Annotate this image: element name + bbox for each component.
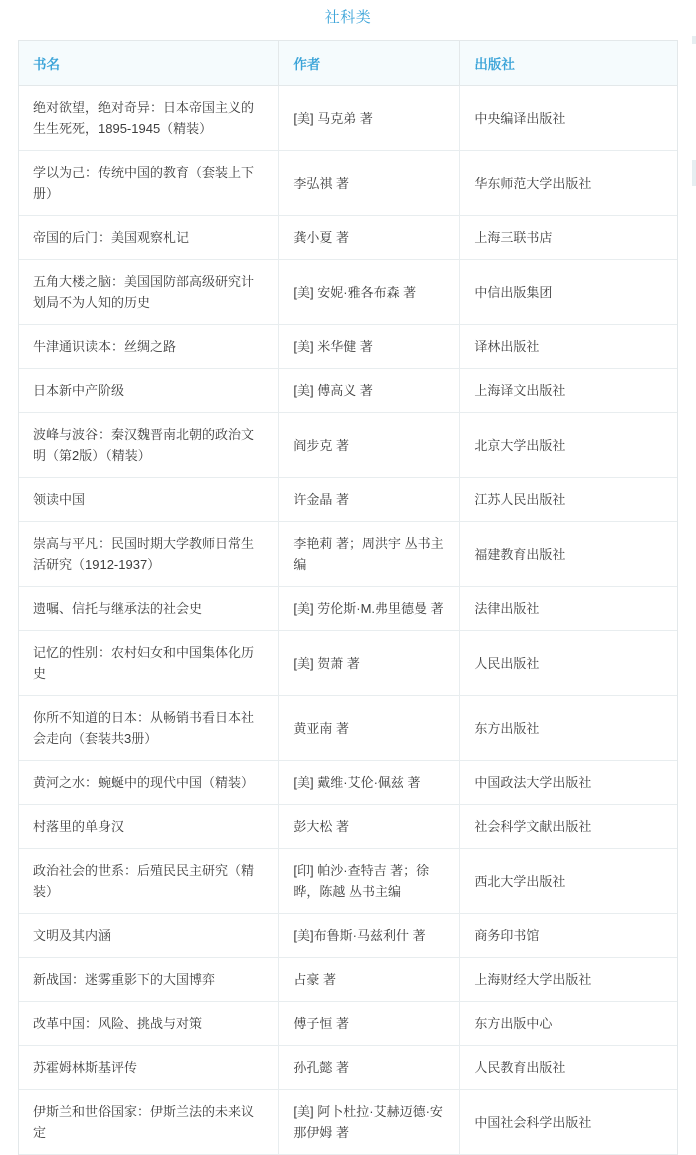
table-row <box>19 216 677 260</box>
cell-title: 记忆的性别：农村妇女和中国集体化历史 <box>19 631 279 696</box>
cell-press: 中信出版集团 <box>460 260 677 325</box>
cell-press: 华东师范大学出版社 <box>460 151 677 216</box>
cell-author: [美] 米华健 著 <box>279 325 460 369</box>
book-table <box>19 41 677 1155</box>
cell-author: [美] 傅高义 著 <box>279 369 460 413</box>
table-row <box>19 958 677 1002</box>
cell-press: 人民教育出版社 <box>460 1046 677 1090</box>
table-row <box>19 86 677 151</box>
cell-title: 新战国：迷雾重影下的大国博弈 <box>19 958 279 1002</box>
table-row <box>19 761 677 805</box>
cell-title: 波峰与波谷：秦汉魏晋南北朝的政治文明（第2版）（精装） <box>19 413 279 478</box>
cell-title: 改革中国：风险、挑战与对策 <box>19 1002 279 1046</box>
table-row <box>19 914 677 958</box>
table-header-row <box>19 41 677 86</box>
cell-press: 商务印书馆 <box>460 914 677 958</box>
cell-author: 龚小夏 著 <box>279 216 460 260</box>
cell-title: 日本新中产阶级 <box>19 369 279 413</box>
cell-press: 上海译文出版社 <box>460 369 677 413</box>
column-header-author: 作者 <box>279 41 460 86</box>
cell-author: [美] 安妮·雅各布森 著 <box>279 260 460 325</box>
cell-title: 文明及其内涵 <box>19 914 279 958</box>
cell-author: 李弘祺 著 <box>279 151 460 216</box>
table-row <box>19 151 677 216</box>
cell-author: 孙孔懿 著 <box>279 1046 460 1090</box>
cell-author: 傅子恒 著 <box>279 1002 460 1046</box>
cell-title: 崇高与平凡：民国时期大学教师日常生活研究（1912-1937） <box>19 522 279 587</box>
cell-title: 苏霍姆林斯基评传 <box>19 1046 279 1090</box>
table-row <box>19 478 677 522</box>
cell-press: 福建教育出版社 <box>460 522 677 587</box>
table-row <box>19 413 677 478</box>
cell-author: [美] 阿卜杜拉·艾赫迈德·安那伊姆 著 <box>279 1090 460 1155</box>
cell-press: 中央编译出版社 <box>460 86 677 151</box>
table-row <box>19 805 677 849</box>
cell-title: 帝国的后门：美国观察札记 <box>19 216 279 260</box>
cell-press: 西北大学出版社 <box>460 849 677 914</box>
cell-author: 占豪 著 <box>279 958 460 1002</box>
column-header-title: 书名 <box>19 41 279 86</box>
table-row <box>19 696 677 761</box>
table-row <box>19 1046 677 1090</box>
cell-press: 中国政法大学出版社 <box>460 761 677 805</box>
cell-title: 牛津通识读本：丝绸之路 <box>19 325 279 369</box>
cell-title: 村落里的单身汉 <box>19 805 279 849</box>
cell-press: 上海财经大学出版社 <box>460 958 677 1002</box>
cell-press: 中国社会科学出版社 <box>460 1090 677 1155</box>
scroll-edge-mark <box>692 160 696 186</box>
table-row <box>19 1090 677 1155</box>
scroll-edge-mark-top <box>692 36 696 44</box>
cell-press: 译林出版社 <box>460 325 677 369</box>
cell-author: 阎步克 著 <box>279 413 460 478</box>
cell-title: 政治社会的世系：后殖民民主研究（精装） <box>19 849 279 914</box>
table-row <box>19 587 677 631</box>
cell-press: 东方出版中心 <box>460 1002 677 1046</box>
cell-author: 黄亚南 著 <box>279 696 460 761</box>
cell-title: 伊斯兰和世俗国家：伊斯兰法的未来议定 <box>19 1090 279 1155</box>
cell-title: 你所不知道的日本：从畅销书看日本社会走向（套装共3册） <box>19 696 279 761</box>
table-body <box>19 86 677 1155</box>
table-row <box>19 369 677 413</box>
cell-press: 北京大学出版社 <box>460 413 677 478</box>
cell-author: [美] 戴维·艾伦·佩兹 著 <box>279 761 460 805</box>
table-row <box>19 1002 677 1046</box>
cell-author: [美] 贺萧 著 <box>279 631 460 696</box>
cell-author: [美]布鲁斯·马兹利什 著 <box>279 914 460 958</box>
cell-press: 东方出版社 <box>460 696 677 761</box>
cell-author: [印] 帕沙·查特吉 著；徐晔，陈越 丛书主编 <box>279 849 460 914</box>
cell-title: 领读中国 <box>19 478 279 522</box>
cell-author: [美] 马克弟 著 <box>279 86 460 151</box>
cell-title: 绝对欲望，绝对奇异：日本帝国主义的生生死死，1895-1945（精装） <box>19 86 279 151</box>
cell-author: 许金晶 著 <box>279 478 460 522</box>
page-title: 社科类 <box>324 9 372 26</box>
column-header-press: 出版社 <box>460 41 677 86</box>
cell-author: 彭大松 著 <box>279 805 460 849</box>
table-row <box>19 522 677 587</box>
table-row <box>19 260 677 325</box>
table-row <box>19 325 677 369</box>
table-row <box>19 849 677 914</box>
cell-press: 上海三联书店 <box>460 216 677 260</box>
cell-press: 社会科学文献出版社 <box>460 805 677 849</box>
cell-title: 学以为己：传统中国的教育（套装上下册） <box>19 151 279 216</box>
cell-press: 法律出版社 <box>460 587 677 631</box>
cell-title: 五角大楼之脑：美国国防部高级研究计划局不为人知的历史 <box>19 260 279 325</box>
cell-author: 李艳莉 著；周洪宇 丛书主编 <box>279 522 460 587</box>
cell-title: 黄河之水：蜿蜒中的现代中国（精装） <box>19 761 279 805</box>
cell-press: 江苏人民出版社 <box>460 478 677 522</box>
table-header <box>19 41 677 86</box>
cell-author: [美] 劳伦斯·M.弗里德曼 著 <box>279 587 460 631</box>
table-row <box>19 631 677 696</box>
cell-press: 人民出版社 <box>460 631 677 696</box>
book-table-container <box>18 40 678 1155</box>
cell-title: 遗嘱、信托与继承法的社会史 <box>19 587 279 631</box>
